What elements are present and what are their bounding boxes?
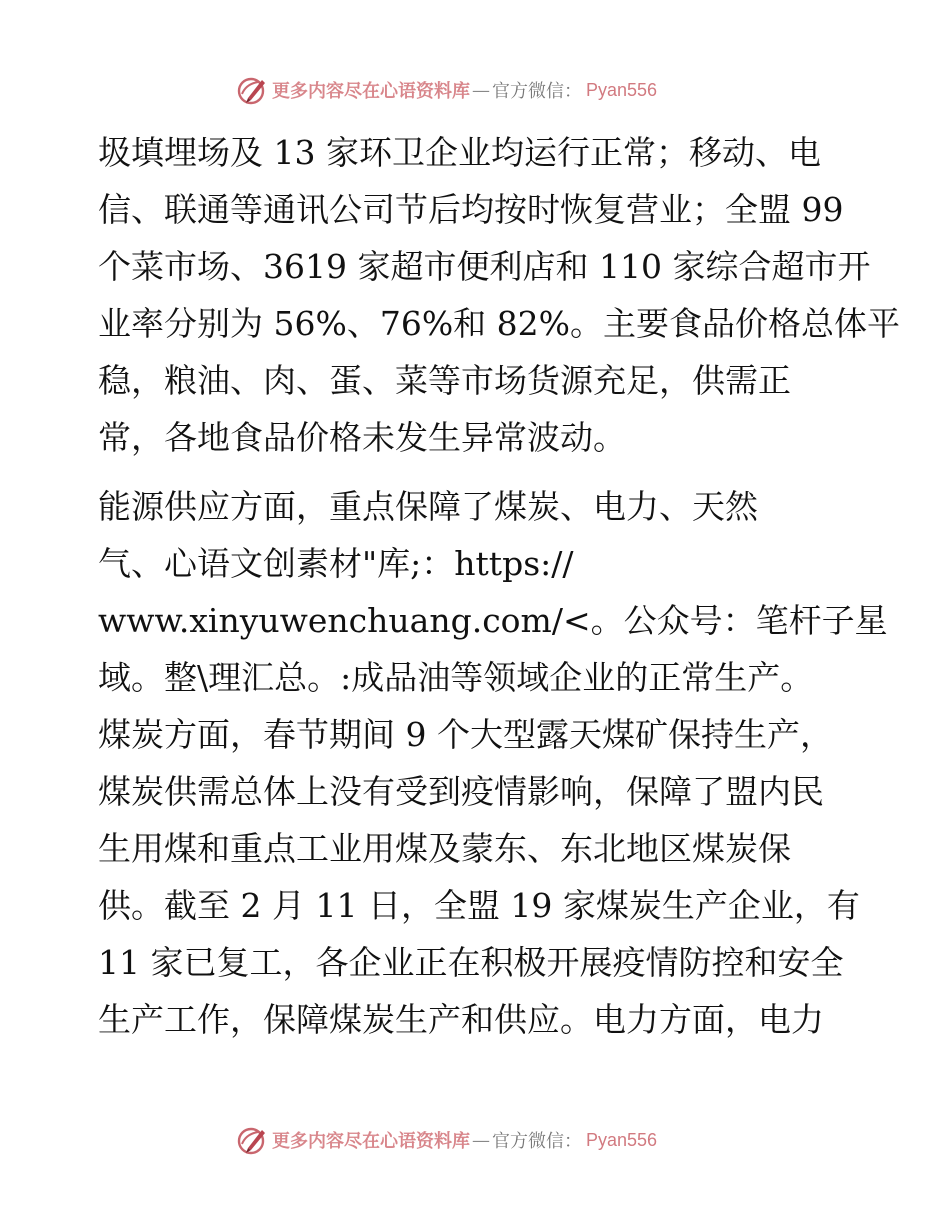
text-line: 能源供应方面，重点保障了煤炭、电力、天然 (98, 487, 758, 526)
paragraph-1 (98, 124, 901, 466)
text-line: 圾填埋场及 13 家环卫企业均运行正常；移动、电 (98, 133, 821, 172)
paragraph-2 (98, 478, 888, 1048)
header-watermark (236, 73, 657, 107)
text-line: 生用煤和重点工业用煤及蒙东、东北地区煤炭保 (98, 829, 791, 868)
pen-logo-icon (236, 1124, 268, 1156)
footer-watermark (236, 1123, 657, 1157)
text-line: 供。截至 2 月 11 日，全盟 19 家煤炭生产企业，有 (98, 886, 860, 925)
text-line: 生产工作，保障煤炭生产和供应。电力方面，电力 (98, 1000, 824, 1039)
header-watermark-text: 更多内容尽在心语资料库 (272, 81, 470, 102)
text-line: 常，各地食品价格未发生异常波动。 (98, 418, 626, 457)
footer-wechat-id: Pyan556 (586, 1129, 658, 1150)
text-line: 稳，粮油、肉、蛋、菜等市场货源充足，供需正 (98, 361, 791, 400)
header-dash: — (472, 79, 490, 101)
text-line: 个菜市场、3619 家超市便利店和 110 家综合超市开 (98, 247, 871, 286)
text-line: 业率分别为 56%、76%和 82%。主要食品价格总体平 (98, 304, 901, 343)
text-line: 煤炭方面，春节期间 9 个大型露天煤矿保持生产， (98, 715, 833, 754)
text-line: 信、联通等通讯公司节后均按时恢复营业；全盟 99 (98, 190, 844, 229)
text-line: 域。整\理汇总。:成品油等领域企业的正常生产。 (98, 658, 814, 697)
pen-logo-icon (236, 74, 268, 106)
footer-official-label: 官方微信： (492, 1131, 582, 1152)
paragraph-gap (98, 466, 858, 478)
header-official-label: 官方微信： (492, 81, 582, 102)
body-text (98, 124, 901, 1048)
text-line: 煤炭供需总体上没有受到疫情影响，保障了盟内民 (98, 772, 824, 811)
footer-dash: — (472, 1129, 490, 1151)
footer-watermark-text: 更多内容尽在心语资料库 (272, 1131, 470, 1152)
text-line: www.xinyuwenchuang.com/<。公众号：笔杆子星 (98, 601, 888, 640)
text-line: 气、心语文创素材"库;：https:// (98, 544, 574, 583)
header-wechat-id: Pyan556 (586, 79, 658, 100)
text-line: 11 家已复工，各企业正在积极开展疫情防控和安全 (98, 943, 844, 982)
